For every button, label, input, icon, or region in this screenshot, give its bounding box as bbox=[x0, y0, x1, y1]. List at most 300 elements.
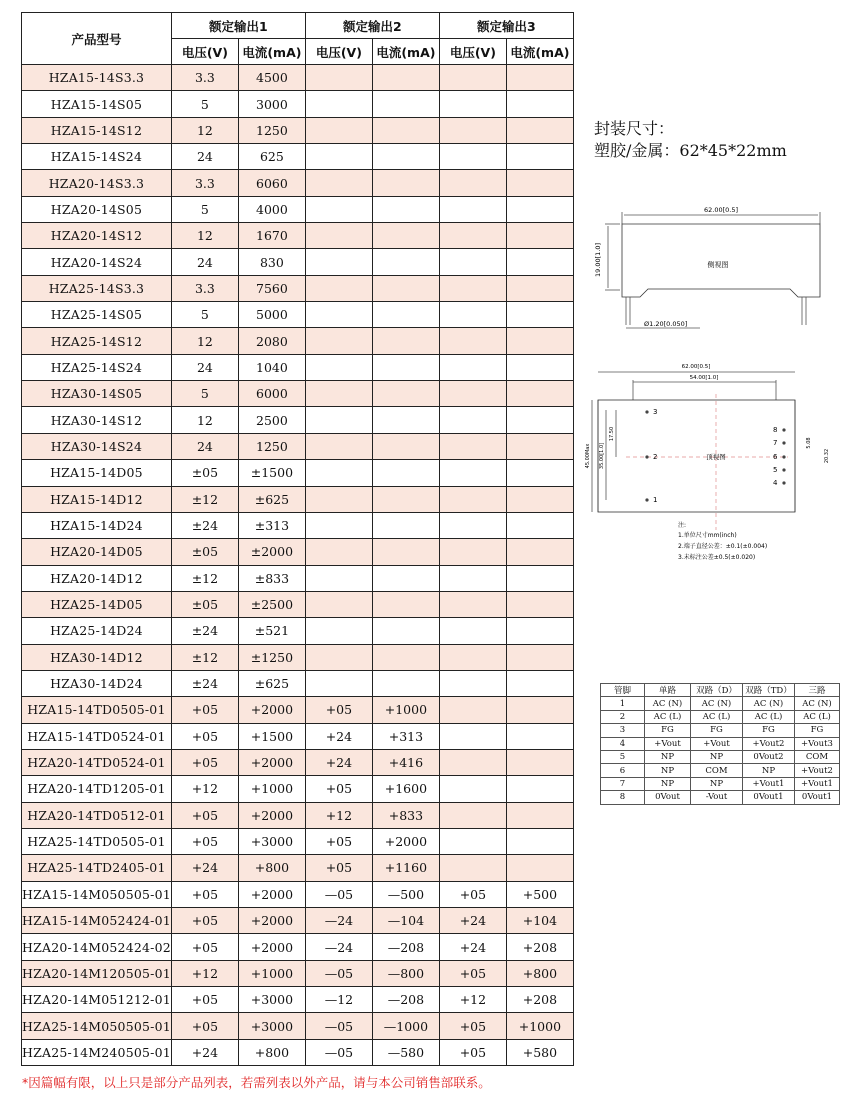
value-cell: 24 bbox=[171, 144, 238, 170]
value-cell bbox=[372, 170, 439, 196]
table-row bbox=[22, 670, 574, 696]
value-cell: 4000 bbox=[238, 196, 305, 222]
model-cell: HZA30-14S05 bbox=[22, 381, 172, 407]
value-cell: 625 bbox=[238, 144, 305, 170]
model-cell: HZA15-14D24 bbox=[22, 512, 172, 538]
value-cell bbox=[439, 512, 506, 538]
table-row bbox=[22, 1013, 574, 1039]
pin-table-cell: -Vout bbox=[691, 791, 743, 804]
value-cell bbox=[439, 117, 506, 143]
side-height-label: 19.00[1.0] bbox=[594, 242, 602, 278]
table-row bbox=[22, 486, 574, 512]
value-cell: —208 bbox=[372, 934, 439, 960]
value-cell bbox=[439, 802, 506, 828]
value-cell: ±2000 bbox=[238, 539, 305, 565]
value-cell bbox=[439, 618, 506, 644]
table-row bbox=[22, 539, 574, 565]
value-cell bbox=[372, 486, 439, 512]
value-cell bbox=[305, 328, 372, 354]
value-cell: +2000 bbox=[238, 908, 305, 934]
pin-table-header: 三路 bbox=[795, 684, 840, 697]
model-cell: HZA30-14D12 bbox=[22, 644, 172, 670]
value-cell bbox=[372, 670, 439, 696]
value-cell bbox=[439, 486, 506, 512]
value-cell: +05 bbox=[171, 934, 238, 960]
pin-table-cell: NP bbox=[691, 750, 743, 763]
value-cell bbox=[506, 433, 573, 459]
value-cell: 2500 bbox=[238, 407, 305, 433]
pin-table-cell: 8 bbox=[601, 791, 645, 804]
value-cell: +500 bbox=[506, 881, 573, 907]
table-row bbox=[22, 460, 574, 486]
value-cell: +2000 bbox=[372, 828, 439, 854]
value-cell: +05 bbox=[171, 881, 238, 907]
value-cell bbox=[305, 91, 372, 117]
model-cell: HZA20-14D12 bbox=[22, 565, 172, 591]
top-dim-17: 17.50 bbox=[609, 426, 615, 442]
pin-table-cell: AC (L) bbox=[691, 710, 743, 723]
note-2: 2.端子直径公差：±0.1(±0.004) bbox=[678, 543, 768, 550]
value-cell bbox=[305, 117, 372, 143]
pin-5-label: 5 bbox=[773, 466, 778, 474]
table-row bbox=[22, 170, 574, 196]
value-cell: +2000 bbox=[238, 934, 305, 960]
table-row bbox=[22, 908, 574, 934]
table-row bbox=[22, 618, 574, 644]
value-cell bbox=[439, 460, 506, 486]
pin-table-cell: COM bbox=[795, 750, 840, 763]
pin-table-cell: NP bbox=[645, 764, 691, 777]
pin-table-cell: 6 bbox=[601, 764, 645, 777]
value-cell bbox=[372, 512, 439, 538]
value-cell bbox=[372, 275, 439, 301]
table-row bbox=[22, 117, 574, 143]
value-cell: 1670 bbox=[238, 223, 305, 249]
value-cell bbox=[305, 460, 372, 486]
model-cell: HZA25-14S3.3 bbox=[22, 275, 172, 301]
pin-table-cell: FG bbox=[645, 724, 691, 737]
pin-6-label: 6 bbox=[773, 453, 778, 461]
table-row bbox=[22, 1039, 574, 1065]
value-cell bbox=[372, 618, 439, 644]
value-cell bbox=[439, 170, 506, 196]
package-title: 封装尺寸： bbox=[594, 119, 675, 138]
value-cell: 5000 bbox=[238, 302, 305, 328]
value-cell: +1000 bbox=[372, 697, 439, 723]
value-cell: +05 bbox=[171, 802, 238, 828]
value-cell bbox=[439, 144, 506, 170]
value-cell: ±1500 bbox=[238, 460, 305, 486]
value-cell: +3000 bbox=[238, 987, 305, 1013]
value-cell: +05 bbox=[439, 1013, 506, 1039]
table-body bbox=[22, 65, 574, 1066]
value-cell bbox=[305, 433, 372, 459]
pin-diameter-label: Ø1.20[0.050] bbox=[644, 320, 688, 328]
value-cell: +580 bbox=[506, 1039, 573, 1065]
value-cell: 12 bbox=[171, 223, 238, 249]
pin-7-label: 7 bbox=[773, 439, 778, 447]
value-cell bbox=[305, 670, 372, 696]
top-dim-2032: 20.32 bbox=[824, 448, 830, 464]
pin-table-row bbox=[601, 737, 840, 750]
value-cell: +24 bbox=[305, 723, 372, 749]
pin-table-cell: +Vout1 bbox=[743, 777, 795, 790]
pin-4-label: 4 bbox=[773, 479, 778, 487]
value-cell: ±625 bbox=[238, 670, 305, 696]
value-cell bbox=[305, 407, 372, 433]
value-cell bbox=[372, 565, 439, 591]
table-row bbox=[22, 802, 574, 828]
side-view-drawing bbox=[590, 200, 830, 340]
value-cell: 4500 bbox=[238, 65, 305, 91]
value-cell: +24 bbox=[171, 855, 238, 881]
value-cell: 3000 bbox=[238, 91, 305, 117]
value-cell: +104 bbox=[506, 908, 573, 934]
model-cell: HZA20-14TD0512-01 bbox=[22, 802, 172, 828]
value-cell bbox=[305, 65, 372, 91]
value-cell bbox=[506, 539, 573, 565]
pin-table-row bbox=[601, 697, 840, 710]
value-cell: +24 bbox=[305, 749, 372, 775]
value-cell: +2000 bbox=[238, 881, 305, 907]
table-row bbox=[22, 828, 574, 854]
pin-2-label: 2 bbox=[653, 453, 658, 461]
value-cell: +05 bbox=[171, 908, 238, 934]
value-cell: ±2500 bbox=[238, 591, 305, 617]
pin-table-cell: FG bbox=[743, 724, 795, 737]
value-cell bbox=[372, 591, 439, 617]
pin-table-cell: 2 bbox=[601, 710, 645, 723]
pin-table-cell: NP bbox=[691, 777, 743, 790]
value-cell bbox=[439, 776, 506, 802]
value-cell bbox=[439, 591, 506, 617]
model-cell: HZA15-14TD0524-01 bbox=[22, 723, 172, 749]
model-cell: HZA25-14S05 bbox=[22, 302, 172, 328]
value-cell: ±1250 bbox=[238, 644, 305, 670]
output2-header: 额定输出2 bbox=[305, 13, 439, 39]
value-cell: 5 bbox=[171, 381, 238, 407]
value-cell: —208 bbox=[372, 987, 439, 1013]
pin-table-header: 双路（TD） bbox=[743, 684, 795, 697]
value-cell: +1000 bbox=[238, 960, 305, 986]
model-cell: HZA20-14TD0524-01 bbox=[22, 749, 172, 775]
model-cell: HZA15-14S12 bbox=[22, 117, 172, 143]
value-cell: +1600 bbox=[372, 776, 439, 802]
top-view-drawing bbox=[585, 360, 838, 570]
model-cell: HZA15-14S3.3 bbox=[22, 65, 172, 91]
value-cell bbox=[506, 591, 573, 617]
pin-table-row bbox=[601, 724, 840, 737]
value-cell bbox=[506, 670, 573, 696]
footnote: *因篇幅有限，以上只是部分产品列表，若需列表以外产品，请与本公司销售部联系。 bbox=[22, 1075, 491, 1090]
model-cell: HZA20-14M052424-02 bbox=[22, 934, 172, 960]
value-cell bbox=[439, 539, 506, 565]
value-cell bbox=[506, 749, 573, 775]
table-row bbox=[22, 855, 574, 881]
value-cell: +05 bbox=[439, 881, 506, 907]
top-max-height: 45.00Max bbox=[585, 443, 591, 469]
table-row bbox=[22, 275, 574, 301]
voltage-header: 电压(V) bbox=[439, 39, 506, 65]
pin-table-row bbox=[601, 710, 840, 723]
value-cell bbox=[439, 381, 506, 407]
pin-table-cell: 4 bbox=[601, 737, 645, 750]
value-cell bbox=[305, 170, 372, 196]
table-row bbox=[22, 249, 574, 275]
value-cell: —24 bbox=[305, 908, 372, 934]
table-row bbox=[22, 749, 574, 775]
value-cell: ±12 bbox=[171, 486, 238, 512]
top-height-35: 35.00[1.0] bbox=[599, 442, 605, 470]
value-cell: +2000 bbox=[238, 749, 305, 775]
value-cell: —05 bbox=[305, 881, 372, 907]
value-cell: +208 bbox=[506, 934, 573, 960]
table-row bbox=[22, 302, 574, 328]
model-cell: HZA20-14D05 bbox=[22, 539, 172, 565]
table-row bbox=[22, 407, 574, 433]
value-cell bbox=[506, 618, 573, 644]
value-cell: 1040 bbox=[238, 354, 305, 380]
value-cell: 24 bbox=[171, 249, 238, 275]
pin-table-cell: 0Vout2 bbox=[743, 750, 795, 763]
value-cell bbox=[305, 249, 372, 275]
value-cell: +05 bbox=[439, 1039, 506, 1065]
value-cell bbox=[372, 433, 439, 459]
value-cell bbox=[305, 275, 372, 301]
table-row bbox=[22, 987, 574, 1013]
value-cell: 3.3 bbox=[171, 275, 238, 301]
value-cell: ±521 bbox=[238, 618, 305, 644]
value-cell: +05 bbox=[171, 828, 238, 854]
model-cell: HZA15-14M052424-01 bbox=[22, 908, 172, 934]
value-cell: ±24 bbox=[171, 512, 238, 538]
pin-table-cell: +Vout3 bbox=[795, 737, 840, 750]
value-cell: ±24 bbox=[171, 618, 238, 644]
value-cell bbox=[439, 749, 506, 775]
value-cell bbox=[372, 460, 439, 486]
value-cell: +1000 bbox=[238, 776, 305, 802]
pin-table-cell: AC (N) bbox=[645, 697, 691, 710]
pin-3-label: 3 bbox=[653, 408, 658, 416]
model-cell: HZA15-14M050505-01 bbox=[22, 881, 172, 907]
value-cell: +1500 bbox=[238, 723, 305, 749]
value-cell bbox=[305, 302, 372, 328]
value-cell: 3.3 bbox=[171, 170, 238, 196]
value-cell: ±05 bbox=[171, 460, 238, 486]
pin-table-cell: 7 bbox=[601, 777, 645, 790]
value-cell bbox=[439, 644, 506, 670]
pin-table-row bbox=[601, 750, 840, 763]
value-cell bbox=[372, 144, 439, 170]
package-size: 塑胶/金属：62*45*22mm bbox=[594, 141, 787, 160]
table-row bbox=[22, 644, 574, 670]
value-cell: +833 bbox=[372, 802, 439, 828]
value-cell: +05 bbox=[439, 960, 506, 986]
value-cell bbox=[439, 302, 506, 328]
table-row bbox=[22, 381, 574, 407]
value-cell bbox=[439, 65, 506, 91]
current-header: 电流(mA) bbox=[506, 39, 573, 65]
value-cell: +2000 bbox=[238, 697, 305, 723]
value-cell bbox=[439, 407, 506, 433]
value-cell bbox=[305, 618, 372, 644]
note-1: 1.单位尺寸mm(inch) bbox=[678, 532, 737, 539]
model-cell: HZA25-14TD0505-01 bbox=[22, 828, 172, 854]
product-table bbox=[21, 12, 574, 1066]
model-cell: HZA20-14M051212-01 bbox=[22, 987, 172, 1013]
pin-table-cell: AC (L) bbox=[645, 710, 691, 723]
model-cell: HZA20-14S12 bbox=[22, 223, 172, 249]
value-cell bbox=[506, 249, 573, 275]
table-row bbox=[22, 960, 574, 986]
value-cell: 830 bbox=[238, 249, 305, 275]
model-cell: HZA25-14S24 bbox=[22, 354, 172, 380]
value-cell bbox=[372, 381, 439, 407]
value-cell: 24 bbox=[171, 354, 238, 380]
value-cell: +1160 bbox=[372, 855, 439, 881]
value-cell bbox=[305, 644, 372, 670]
value-cell bbox=[506, 802, 573, 828]
pin-table bbox=[600, 683, 840, 805]
model-cell: HZA15-14D05 bbox=[22, 460, 172, 486]
pin-table-cell: AC (N) bbox=[743, 697, 795, 710]
pin-table-cell: 0Vout1 bbox=[743, 791, 795, 804]
model-cell: HZA15-14S24 bbox=[22, 144, 172, 170]
value-cell bbox=[372, 223, 439, 249]
pin-table-cell: +Vout bbox=[645, 737, 691, 750]
value-cell bbox=[439, 855, 506, 881]
model-header: 产品型号 bbox=[22, 13, 172, 65]
value-cell: +05 bbox=[171, 1013, 238, 1039]
value-cell: ±05 bbox=[171, 591, 238, 617]
value-cell: —05 bbox=[305, 1039, 372, 1065]
model-cell: HZA25-14M050505-01 bbox=[22, 1013, 172, 1039]
value-cell: —12 bbox=[305, 987, 372, 1013]
pin-table-cell: NP bbox=[743, 764, 795, 777]
pin-table-cell: FG bbox=[691, 724, 743, 737]
top-view-label: 顶视图 bbox=[706, 453, 726, 461]
model-cell: HZA15-14TD0505-01 bbox=[22, 697, 172, 723]
value-cell: 2080 bbox=[238, 328, 305, 354]
pin-table-cell: AC (N) bbox=[795, 697, 840, 710]
value-cell bbox=[305, 381, 372, 407]
table-row bbox=[22, 565, 574, 591]
value-cell: +12 bbox=[171, 960, 238, 986]
table-row bbox=[22, 354, 574, 380]
pin-table-cell: 3 bbox=[601, 724, 645, 737]
value-cell bbox=[506, 144, 573, 170]
value-cell bbox=[439, 697, 506, 723]
voltage-header: 电压(V) bbox=[305, 39, 372, 65]
value-cell bbox=[372, 354, 439, 380]
model-cell: HZA30-14S24 bbox=[22, 433, 172, 459]
value-cell: +1000 bbox=[506, 1013, 573, 1039]
value-cell: —24 bbox=[305, 934, 372, 960]
value-cell bbox=[372, 407, 439, 433]
model-cell: HZA20-14S24 bbox=[22, 249, 172, 275]
value-cell: 3.3 bbox=[171, 65, 238, 91]
value-cell bbox=[506, 170, 573, 196]
pin-table-row bbox=[601, 777, 840, 790]
value-cell bbox=[506, 381, 573, 407]
table-row bbox=[22, 144, 574, 170]
value-cell: +24 bbox=[439, 934, 506, 960]
value-cell bbox=[506, 196, 573, 222]
value-cell: +05 bbox=[171, 987, 238, 1013]
value-cell: 6000 bbox=[238, 381, 305, 407]
value-cell: +24 bbox=[171, 1039, 238, 1065]
value-cell bbox=[305, 539, 372, 565]
model-cell: HZA15-14D12 bbox=[22, 486, 172, 512]
value-cell: +12 bbox=[439, 987, 506, 1013]
pin-table-cell: FG bbox=[795, 724, 840, 737]
value-cell bbox=[439, 828, 506, 854]
table-row bbox=[22, 91, 574, 117]
value-cell bbox=[439, 223, 506, 249]
value-cell bbox=[372, 539, 439, 565]
value-cell: ±833 bbox=[238, 565, 305, 591]
value-cell bbox=[506, 65, 573, 91]
value-cell: +05 bbox=[171, 697, 238, 723]
table-row bbox=[22, 328, 574, 354]
top-inner-width: 54.00[1.0] bbox=[689, 375, 719, 381]
value-cell: 12 bbox=[171, 328, 238, 354]
value-cell bbox=[305, 512, 372, 538]
value-cell bbox=[439, 723, 506, 749]
table-row bbox=[22, 934, 574, 960]
value-cell: —05 bbox=[305, 1013, 372, 1039]
value-cell bbox=[305, 591, 372, 617]
value-cell bbox=[506, 275, 573, 301]
value-cell: +05 bbox=[171, 723, 238, 749]
table-row bbox=[22, 65, 574, 91]
model-cell: HZA20-14M120505-01 bbox=[22, 960, 172, 986]
pin-table-header: 管脚 bbox=[601, 684, 645, 697]
pin-table-row bbox=[601, 764, 840, 777]
pin-table-cell: 1 bbox=[601, 697, 645, 710]
value-cell: —500 bbox=[372, 881, 439, 907]
value-cell bbox=[506, 486, 573, 512]
value-cell bbox=[506, 460, 573, 486]
model-cell: HZA30-14D24 bbox=[22, 670, 172, 696]
value-cell: 1250 bbox=[238, 117, 305, 143]
value-cell: ±12 bbox=[171, 565, 238, 591]
value-cell bbox=[305, 486, 372, 512]
pin-table-header: 单路 bbox=[645, 684, 691, 697]
value-cell: —104 bbox=[372, 908, 439, 934]
value-cell bbox=[506, 565, 573, 591]
table-row bbox=[22, 776, 574, 802]
value-cell bbox=[439, 565, 506, 591]
pin-table-cell: AC (L) bbox=[795, 710, 840, 723]
pin-table-cell: +Vout2 bbox=[743, 737, 795, 750]
value-cell: —1000 bbox=[372, 1013, 439, 1039]
model-cell: HZA20-14TD1205-01 bbox=[22, 776, 172, 802]
value-cell bbox=[305, 223, 372, 249]
table-row bbox=[22, 591, 574, 617]
value-cell: +313 bbox=[372, 723, 439, 749]
model-cell: HZA25-14S12 bbox=[22, 328, 172, 354]
output1-header: 额定输出1 bbox=[171, 13, 305, 39]
pin-1-label: 1 bbox=[653, 496, 658, 504]
current-header: 电流(mA) bbox=[238, 39, 305, 65]
value-cell: +800 bbox=[238, 1039, 305, 1065]
value-cell: 5 bbox=[171, 302, 238, 328]
value-cell: ±24 bbox=[171, 670, 238, 696]
value-cell: +800 bbox=[506, 960, 573, 986]
value-cell bbox=[305, 565, 372, 591]
value-cell: ±313 bbox=[238, 512, 305, 538]
